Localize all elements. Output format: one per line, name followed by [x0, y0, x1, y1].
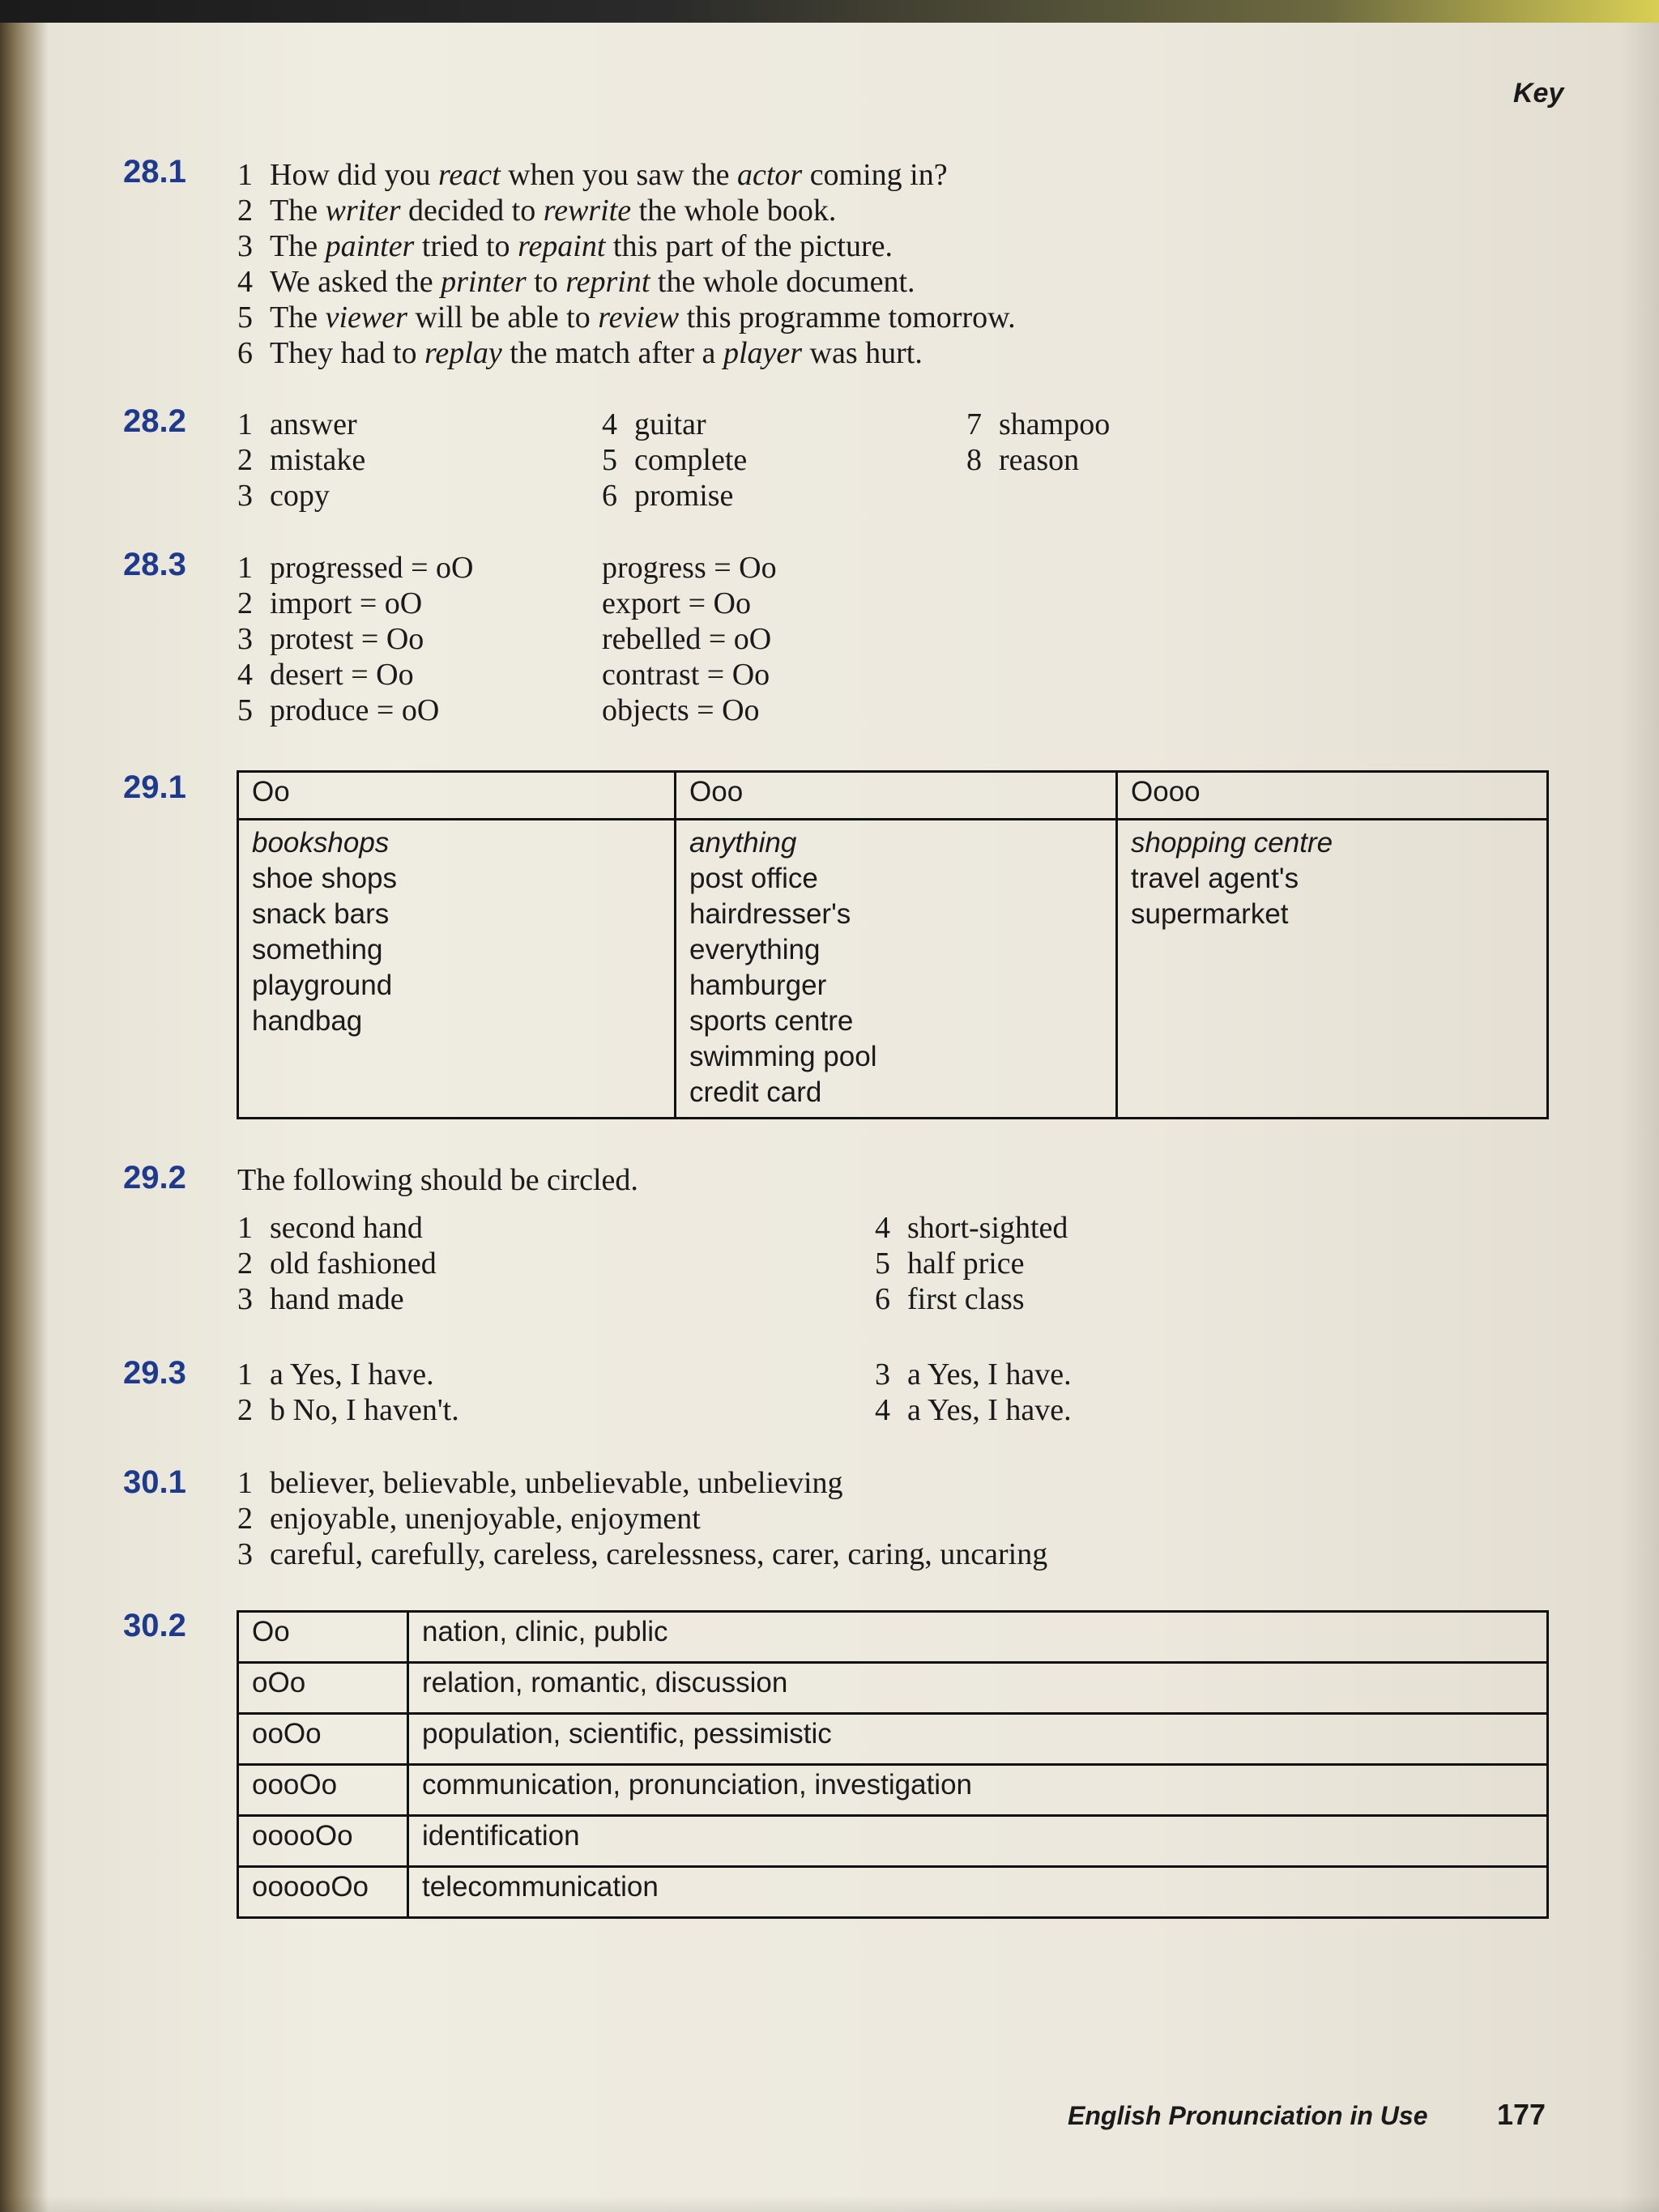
item-number: 1	[237, 407, 253, 441]
word: something	[252, 934, 383, 965]
item-number: 3	[237, 1282, 253, 1316]
item-text: enjoyable, unenjoyable, enjoyment	[270, 1502, 701, 1536]
stressed-word: painter	[325, 229, 415, 263]
answer-28-1-4: 4 We asked the printer to reprint the whole document.	[237, 265, 915, 299]
item-text: mistake	[270, 443, 366, 477]
table-row	[238, 1663, 1548, 1714]
item-number: 6	[602, 479, 617, 513]
running-header-key: Key	[1513, 78, 1564, 109]
answer-28-3-pair-1: progress = Oo	[602, 551, 777, 585]
word: post office	[689, 863, 818, 894]
answer-28-2-8	[966, 445, 1079, 475]
answer-29-2-1	[237, 1213, 423, 1243]
item-number: 1	[237, 1466, 253, 1500]
stressed-word: actor	[736, 158, 803, 192]
word-example: bookshops	[252, 827, 390, 859]
item-text: old fashioned	[270, 1247, 437, 1281]
item-number: 1	[237, 158, 253, 192]
answer-28-1-1: 1 How did you react when you saw the actor coming in?	[237, 158, 948, 192]
word: shoe shops	[252, 863, 398, 894]
answer-28-3-4	[237, 659, 414, 690]
answer-28-2-2	[237, 445, 365, 475]
answer-28-3-1	[237, 552, 474, 583]
word: hamburger	[689, 970, 827, 1001]
answer-30-1-1	[237, 1468, 843, 1498]
item-number: 2	[237, 1502, 253, 1536]
stressed-word: printer	[441, 265, 527, 299]
column-ooo-words	[676, 820, 1117, 1119]
answer-29-3-3	[875, 1359, 1072, 1390]
stressed-word: replay	[424, 336, 502, 370]
table-row	[238, 1714, 1548, 1765]
answer-29-3-2	[237, 1395, 459, 1426]
word-list: relation, romantic, discussion	[408, 1663, 1548, 1714]
item-number: 5	[875, 1247, 890, 1281]
item-number: 5	[237, 693, 253, 727]
table-row	[238, 1765, 1548, 1816]
table-row	[238, 1612, 1548, 1663]
answer-29-2-6	[875, 1284, 1025, 1315]
stressed-word: repaint	[518, 229, 606, 263]
item-text: second hand	[270, 1211, 423, 1245]
item-text: short-sighted	[907, 1211, 1068, 1245]
word-list: population, scientific, pessimistic	[408, 1714, 1548, 1765]
stress-pattern: oooOo	[238, 1765, 408, 1816]
answer-29-3-1	[237, 1359, 434, 1390]
answer-28-2-4	[602, 409, 706, 440]
item-number: 8	[966, 443, 982, 477]
item-text: answer	[270, 407, 357, 441]
item-text: import = oO	[270, 586, 423, 620]
stressed-word: viewer	[325, 300, 407, 335]
section-number-30-1: 30.1	[123, 1464, 186, 1500]
word: swimming pool	[689, 1041, 877, 1072]
item-text: believer, believable, unbelievable, unbelieving	[270, 1466, 843, 1500]
item-number: 1	[237, 551, 253, 585]
answer-28-3-2	[237, 588, 422, 619]
item-number: 6	[237, 336, 253, 370]
item-number: 3	[237, 1537, 253, 1571]
item-text: protest = Oo	[270, 622, 424, 656]
item-number: 1	[237, 1357, 253, 1392]
answer-28-2-5	[602, 445, 747, 475]
item-text: promise	[634, 479, 734, 513]
item-text: desert = Oo	[270, 658, 414, 692]
column-oo-words	[238, 820, 676, 1119]
stress-pattern-table-29-1	[237, 770, 1549, 1119]
item-text: copy	[270, 479, 330, 513]
stress-pattern: ooOo	[238, 1714, 408, 1765]
answer-28-2-6	[602, 480, 733, 511]
answer-30-1-3	[237, 1539, 1047, 1570]
word-list: nation, clinic, public	[408, 1612, 1548, 1663]
answer-28-2-7	[966, 409, 1110, 440]
section-number-28-3: 28.3	[123, 547, 186, 582]
item-number: 5	[237, 300, 253, 335]
word-list: communication, pronunciation, investigation	[408, 1765, 1548, 1816]
stressed-word: rewrite	[543, 194, 632, 228]
word: sports centre	[689, 1005, 854, 1037]
answer-28-1-2: 2 The writer decided to rewrite the whole book.	[237, 194, 837, 228]
item-text: progressed = oO	[270, 551, 474, 585]
section-number-28-2: 28.2	[123, 403, 186, 439]
word: travel agent's	[1131, 863, 1299, 894]
item-number: 3	[237, 479, 253, 513]
column-head-oo: Oo	[238, 772, 676, 820]
item-text: hand made	[270, 1282, 404, 1316]
book-title: English Pronunciation in Use	[1068, 2101, 1428, 2130]
answer-28-3-pair-2: export = Oo	[602, 586, 751, 620]
item-text: half price	[907, 1247, 1025, 1281]
item-number: 2	[237, 1393, 253, 1427]
section-number-30-2: 30.2	[123, 1608, 186, 1643]
item-number: 3	[875, 1357, 890, 1392]
scan-edge	[0, 0, 1659, 23]
section-number-29-2: 29.2	[123, 1160, 186, 1196]
item-number: 3	[237, 229, 253, 263]
answer-29-2-5	[875, 1248, 1025, 1279]
answer-28-1-6: 6 They had to replay the match after a player was hurt.	[237, 336, 923, 370]
stressed-word: react	[437, 158, 501, 192]
word: hairdresser's	[689, 898, 851, 930]
word: snack bars	[252, 898, 390, 930]
item-number: 5	[602, 443, 617, 477]
stress-pattern: ooooOo	[238, 1816, 408, 1867]
page-number: 177	[1497, 2098, 1546, 2131]
word-list: telecommunication	[408, 1867, 1548, 1918]
stressed-word: reprint	[565, 265, 650, 299]
item-number: 4	[875, 1393, 890, 1427]
column-oooo-words	[1117, 820, 1548, 1119]
answer-28-2-3	[237, 480, 330, 511]
answer-29-2-2	[237, 1248, 437, 1279]
item-number: 7	[966, 407, 982, 441]
item-number: 2	[237, 443, 253, 477]
stress-pattern: oOo	[238, 1663, 408, 1714]
answer-28-3-pair-3: rebelled = oO	[602, 622, 772, 656]
item-number: 2	[237, 1247, 253, 1281]
answer-28-3-5	[237, 695, 439, 726]
word: handbag	[252, 1005, 363, 1037]
item-text: reason	[999, 443, 1080, 477]
stressed-word: player	[723, 336, 803, 370]
word-example: anything	[689, 827, 797, 859]
word: everything	[689, 934, 821, 965]
answer-28-1-3: 3 The painter tried to repaint this part of the picture.	[237, 229, 893, 263]
item-text: produce = oO	[270, 693, 440, 727]
section-number-29-3: 29.3	[123, 1355, 186, 1391]
item-text: a Yes, I have.	[270, 1357, 434, 1392]
item-text: careful, carefully, careless, carelessness, carer, caring, uncaring	[270, 1537, 1048, 1571]
item-text: guitar	[634, 407, 706, 441]
item-number: 1	[237, 1211, 253, 1245]
page-shadow	[0, 2196, 1659, 2212]
answer-29-2-4	[875, 1213, 1068, 1243]
section-number-28-1: 28.1	[123, 154, 186, 190]
stressed-word: writer	[325, 194, 401, 228]
item-number: 2	[237, 586, 253, 620]
word-list: identification	[408, 1816, 1548, 1867]
item-number: 4	[602, 407, 617, 441]
word: credit card	[689, 1076, 822, 1108]
section-number-29-1: 29.1	[123, 769, 186, 805]
item-text: b No, I haven't.	[270, 1393, 459, 1427]
stress-pattern: oooooOo	[238, 1867, 408, 1918]
answer-28-3-pair-4: contrast = Oo	[602, 658, 770, 692]
item-number: 3	[237, 622, 253, 656]
answer-28-3-pair-5: objects = Oo	[602, 693, 760, 727]
answer-29-3-4	[875, 1395, 1072, 1426]
item-number: 6	[875, 1282, 890, 1316]
column-head-ooo: Ooo	[676, 772, 1117, 820]
answer-28-3-3	[237, 624, 424, 654]
answer-28-1-5: 5 The viewer will be able to review this programme tomorrow.	[237, 300, 1016, 335]
word: supermarket	[1131, 898, 1289, 930]
column-head-oooo: Oooo	[1117, 772, 1548, 820]
section-29-2-intro: The following should be circled.	[237, 1163, 638, 1197]
word: playground	[252, 970, 393, 1001]
item-text: shampoo	[999, 407, 1111, 441]
item-text: complete	[634, 443, 748, 477]
item-text: first class	[907, 1282, 1025, 1316]
answer-28-2-1	[237, 409, 357, 440]
word-example: shopping centre	[1131, 827, 1333, 859]
answer-29-2-3	[237, 1284, 404, 1315]
stress-pattern: Oo	[238, 1612, 408, 1663]
item-number: 4	[875, 1211, 890, 1245]
stress-pattern-table-30-2	[237, 1610, 1549, 1919]
item-number: 2	[237, 194, 253, 228]
table-row	[238, 1816, 1548, 1867]
item-text: a Yes, I have.	[907, 1357, 1072, 1392]
item-number: 4	[237, 658, 253, 692]
answer-30-1-2	[237, 1503, 701, 1534]
item-number: 4	[237, 265, 253, 299]
item-text: a Yes, I have.	[907, 1393, 1072, 1427]
stressed-word: review	[598, 300, 680, 335]
table-row	[238, 1867, 1548, 1918]
